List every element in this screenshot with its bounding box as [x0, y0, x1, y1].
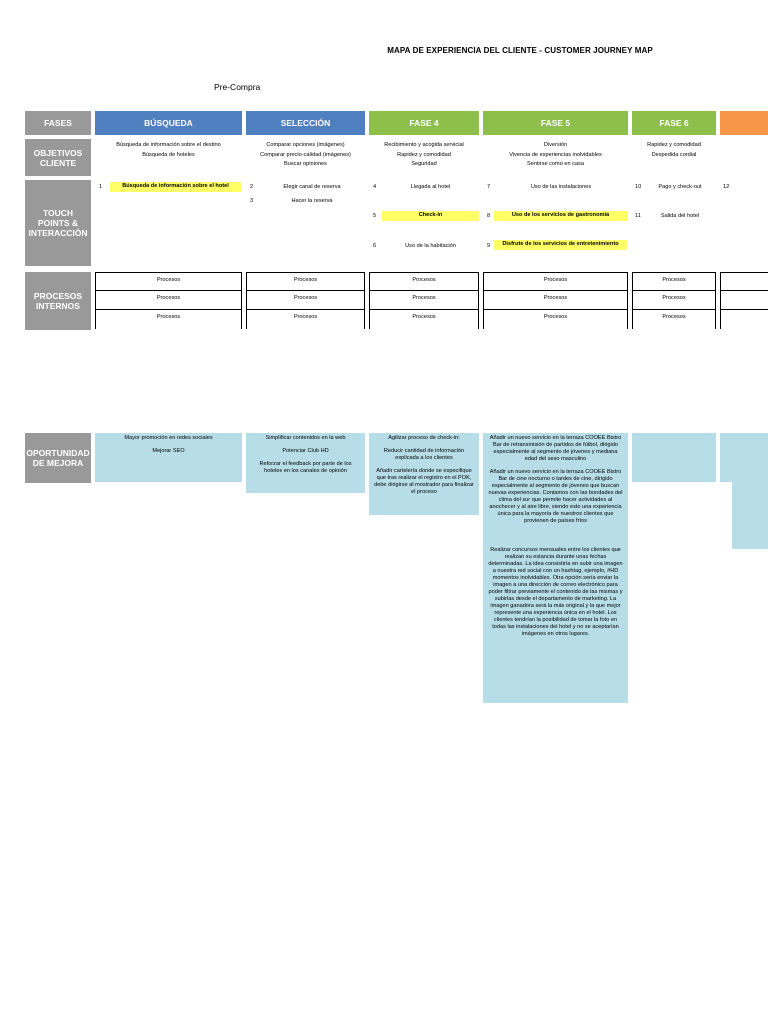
- row-label-objetivos: OBJETIVOS CLIENTE: [25, 139, 91, 176]
- oportunidad-text: Reducir cantidad de información explicada a los clientes: [383, 448, 465, 461]
- proceso-cell: [720, 272, 768, 291]
- touchpoint-text: Uso de los servicios de gastronomía: [494, 211, 627, 221]
- oportunidad-fase6: [632, 433, 716, 482]
- oportunidad-text: Agilizar proceso de check-in:: [388, 435, 460, 441]
- proceso-cell: Procesos: [369, 272, 479, 291]
- touchpoint-number: 8: [487, 213, 491, 219]
- proceso-cell: Procesos: [632, 272, 716, 291]
- objetivo-text: Comparar precio-calidad (imágenes): [260, 151, 351, 158]
- proceso-cell: Procesos: [369, 310, 479, 329]
- oportunidad-fase4: [369, 433, 479, 515]
- proceso-cell: Procesos: [632, 291, 716, 310]
- objetivo-text: Búsqueda de hoteles: [142, 151, 195, 158]
- objetivo-text: Seguridad: [411, 161, 437, 167]
- objetivos-busqueda: [95, 141, 242, 160]
- touchpoint-text: Elegir canal de reserva: [283, 184, 341, 190]
- objetivos-fase6: [632, 141, 716, 160]
- objetivos-fase5: [483, 141, 628, 170]
- oportunidad-seleccion: [246, 433, 365, 493]
- touchpoint-text: Pago y check-out: [658, 184, 702, 190]
- oportunidad-text: Simplificar contenidos en la web: [265, 435, 346, 441]
- oportunidad-text: Mayor promoción en redes sociales: [124, 435, 213, 441]
- objetivo-text: Recibimiento y acogida servicial: [384, 142, 464, 148]
- touchpoint-text: Salida del hotel: [660, 213, 700, 219]
- touchpoint-number: 6: [373, 243, 377, 249]
- touchpoint-number: 12: [723, 184, 730, 190]
- oportunidad-fase5: [483, 433, 628, 703]
- touchpoint-text: Uso de las instalaciones: [530, 184, 592, 190]
- touchpoint-text: Uso de la habitación: [405, 243, 456, 249]
- oportunidad-text: Reforzar el feedback por parte de los hoteles en los canales de opinión: [259, 461, 352, 474]
- objetivo-text: Sentirse como en casa: [527, 161, 584, 167]
- touchpoint-text: Búsqueda de información sobre el hotel: [110, 182, 241, 192]
- proceso-cell: Procesos: [246, 291, 365, 310]
- touchpoint-number: 2: [250, 184, 254, 190]
- row-label-fases: FASES: [25, 111, 91, 135]
- proceso-cell: Procesos: [95, 310, 242, 329]
- objetivo-text: Rapidez y comodidad: [647, 142, 701, 148]
- touchpoint-number: 11: [635, 213, 641, 219]
- phase-header-fase4: FASE 4: [369, 111, 479, 135]
- oportunidad-text: Potenciar Club HD: [282, 448, 329, 454]
- objetivo-text: Diversión: [543, 142, 568, 148]
- touchpoint-number: 10: [635, 184, 642, 190]
- precompra-label: Pre-Compra: [214, 82, 261, 92]
- oportunidad-text: Mejorar SEO: [152, 448, 185, 454]
- proceso-cell: [720, 310, 768, 329]
- touchpoint-text: Llegada al hotel: [410, 184, 451, 190]
- touchpoint-number: 9: [487, 243, 491, 249]
- proceso-cell: Procesos: [369, 291, 479, 310]
- oportunidad-text: Añadir un nuevo servicio en la terraza COOEE Bistro Bar de cine nocturno o tardes de cine, dirigido especialmente al segmento de jóvenes que buscan nuevas experiencias. Contamos con las bondades del clima del sur que permite hacer actividades al anochecer y al aire libre, siendo esto una experiencia única para la mayoría de nuestros clientes que provienen de países fríos: [488, 469, 623, 524]
- objetivo-text: Vivencia de experiencias inolvidables: [509, 151, 602, 158]
- objetivos-fase4: [369, 141, 479, 170]
- touchpoint-number: 4: [373, 184, 377, 190]
- proceso-cell: Procesos: [483, 291, 628, 310]
- procesos-next: [720, 272, 768, 329]
- proceso-cell: Procesos: [483, 310, 628, 329]
- phase-header-fase6: FASE 6: [632, 111, 716, 135]
- touchpoint-text: Disfrute de los servicios de entretenimiento: [494, 240, 627, 250]
- procesos-fase5: [483, 272, 628, 329]
- phase-header-fase5: FASE 5: [483, 111, 628, 135]
- proceso-cell: [720, 291, 768, 310]
- oportunidad-text: Añadir cartelería donde se especifique que tras realizar el registro en el POK, debe dirigirse al mostrador para finalizar el proceso: [374, 468, 474, 495]
- proceso-cell: Procesos: [246, 310, 365, 329]
- row-label-oportunidad: OPORTUNIDAD DE MEJORA: [25, 433, 91, 483]
- touchpoint-number: 5: [373, 213, 377, 219]
- oportunidad-next: [720, 433, 768, 549]
- phase-header-busqueda: BÚSQUEDA: [95, 111, 242, 135]
- objetivo-text: Rapidez y comodidad: [397, 151, 451, 158]
- proceso-cell: Procesos: [483, 272, 628, 291]
- row-label-procesos: PROCESOS INTERNOS: [25, 272, 91, 330]
- oportunidad-next-notch: [720, 482, 732, 549]
- objetivo-text: Despedida cordial: [651, 151, 697, 158]
- proceso-cell: Procesos: [632, 310, 716, 329]
- proceso-cell: Procesos: [246, 272, 365, 291]
- touchpoint-text: Hacer la reserva: [291, 198, 333, 204]
- phase-header-next: [720, 111, 768, 135]
- page-title: MAPA DE EXPERIENCIA DEL CLIENTE - CUSTOMER JOURNEY MAP: [387, 46, 653, 55]
- row-label-touch-points: TOUCH POINTS & INTERACCIÓN: [25, 180, 91, 266]
- procesos-fase4: [369, 272, 479, 329]
- proceso-cell: Procesos: [95, 291, 242, 310]
- objetivos-seleccion: [246, 141, 365, 170]
- oportunidad-busqueda: [95, 433, 242, 482]
- objetivo-text: Búsqueda de información sobre el destino: [116, 142, 221, 148]
- touchpoint-number: 3: [250, 198, 254, 204]
- objetivo-text: Buscar opiniones: [284, 161, 327, 167]
- oportunidad-text: Añadir un nuevo servicio en la terraza COOEE Bistro Bar de retransmisión de partidos de fútbol, dirigido especialmente al segmento de jóvenes y mediana edad del sexo masculino: [489, 435, 622, 462]
- procesos-seleccion: [246, 272, 365, 329]
- objetivo-text: Comparar opciones (imágenes): [266, 142, 345, 148]
- procesos-busqueda: [95, 272, 242, 329]
- oportunidad-text: Realizar concursos mensuales entre los clientes que realizan su estancia durante unas fechas determinadas. La idea consistiría en subir una imagen a nuestra red social con un hashtag, ejemplo, #HD momentos inolvidables. Otra opción sería enviar la imagen a una dirección de correo electrónico para poder filtrar previamente el contenido de las mismas y subirlas desde el departamento de marketing. La imagen ganadora será la más original y la que mejor represente una experiencia única en el hotel. Los clientes tendrían la posibilidad de tomar la foto en todas las instalaciones del hotel y no se aceptarían imágenes en otros lugares.: [488, 547, 623, 637]
- procesos-fase6: [632, 272, 716, 329]
- touchpoint-number: 1: [99, 184, 103, 190]
- phase-header-seleccion: SELECCIÓN: [246, 111, 365, 135]
- touchpoint-text: Check-in: [382, 211, 479, 221]
- proceso-cell: Procesos: [95, 272, 242, 291]
- touchpoint-number: 7: [487, 184, 491, 190]
